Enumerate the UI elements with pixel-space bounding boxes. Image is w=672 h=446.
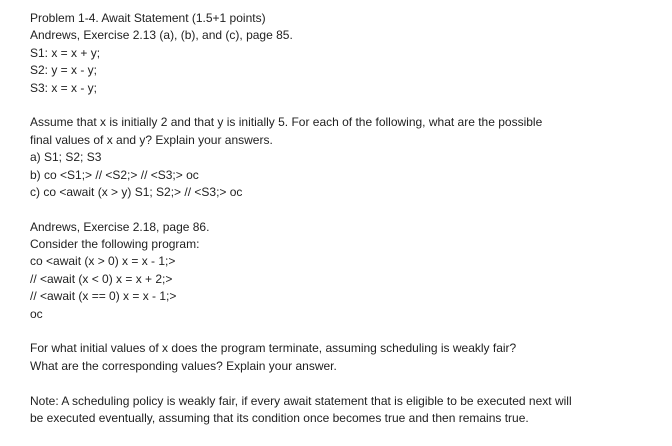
question-item-a: a) S1; S2; S3 bbox=[30, 150, 102, 165]
exercise-reference: Andrews, Exercise 2.13 (a), (b), and (c), page 85. bbox=[30, 28, 293, 43]
statement-s2: S2: y = x - y; bbox=[30, 63, 98, 78]
program-line: // <await (x == 0) x = x - 1;> bbox=[30, 289, 177, 304]
document-body bbox=[30, 10, 660, 427]
note-text: be executed eventually, assuming that its condition once becomes true and then remains true. bbox=[30, 410, 529, 425]
program-intro: Consider the following program: bbox=[30, 237, 200, 252]
statement-s3: S3: x = x - y; bbox=[30, 80, 98, 95]
question-text: final values of x and y? Explain your answers. bbox=[30, 132, 273, 147]
program-line: oc bbox=[30, 306, 43, 321]
note-text: Note: A scheduling policy is weakly fair, if every await statement that is eligible to be executed next will bbox=[30, 393, 572, 408]
spacer bbox=[30, 201, 660, 218]
spacer bbox=[30, 97, 660, 114]
spacer bbox=[30, 375, 660, 392]
question-text: Assume that x is initially 2 and that y is initially 5. For each of the following, what are the possible bbox=[30, 115, 543, 130]
problem-title: Problem 1-4. Await Statement (1.5+1 points) bbox=[30, 11, 266, 25]
exercise-reference: Andrews, Exercise 2.18, page 86. bbox=[30, 219, 210, 234]
spacer bbox=[30, 323, 660, 340]
question-text: For what initial values of x does the program terminate, assuming scheduling is weakly fair? bbox=[30, 341, 517, 356]
program-line: co <await (x > 0) x = x - 1;> bbox=[30, 254, 176, 269]
statement-s1: S1: x = x + y; bbox=[30, 45, 101, 60]
question-item-c: c) co <await (x > y) S1; S2;> // <S3;> oc bbox=[30, 184, 243, 199]
question-text: What are the corresponding values? Explain your answer. bbox=[30, 358, 337, 373]
program-line: // <await (x < 0) x = x + 2;> bbox=[30, 271, 173, 286]
question-item-b: b) co <S1;> // <S2;> // <S3;> oc bbox=[30, 167, 199, 182]
